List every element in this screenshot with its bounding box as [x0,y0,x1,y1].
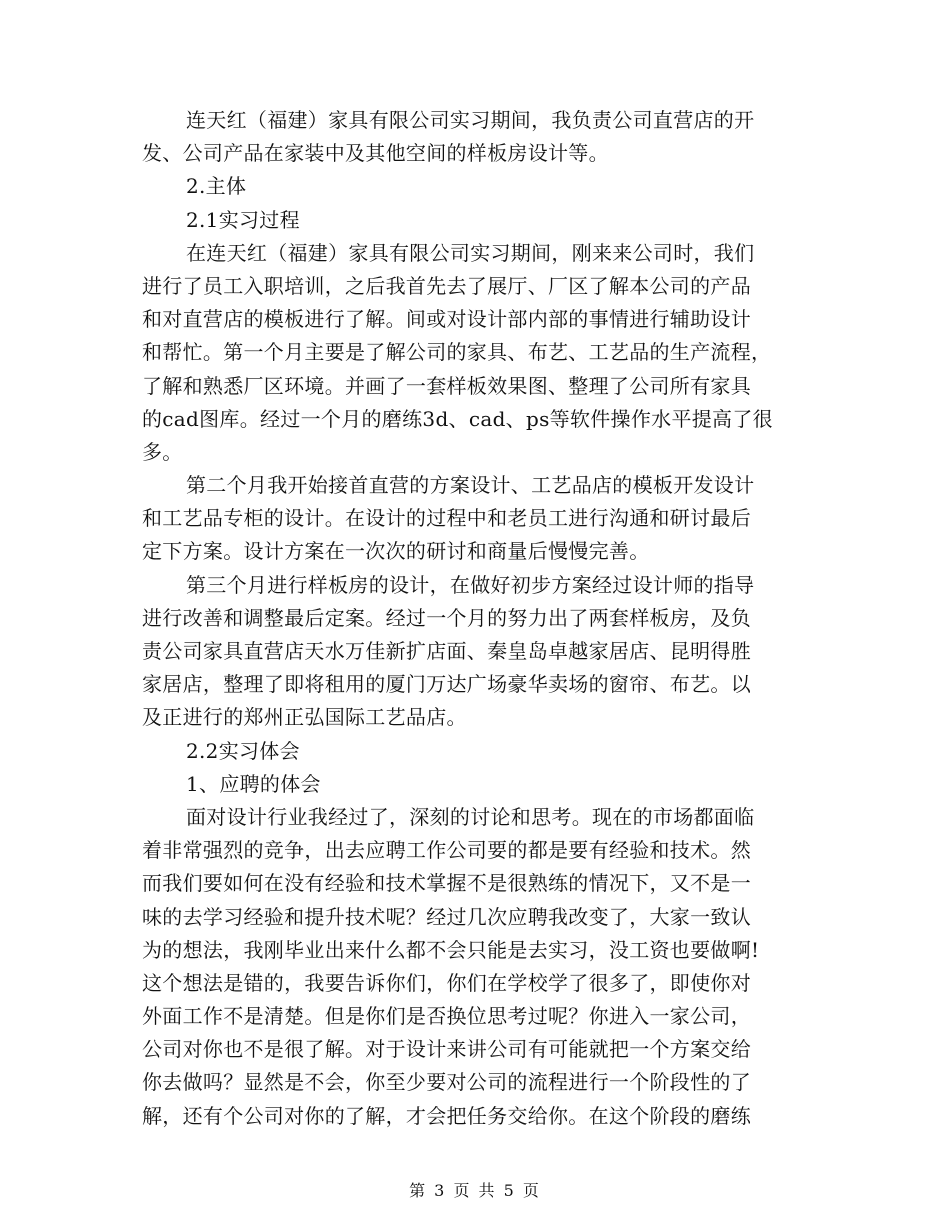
text-line: 而我们要如何在没有经验和技术掌握不是很熟练的情况下，又不是一 [142,871,751,896]
text-line: 和帮忙。第一个月主要是了解公司的家具、布艺、工艺品的生产流程， [142,340,772,365]
document-body [142,104,810,1133]
text-line: 的cad图库。经过一个月的磨练3d、cad、ps等软件操作水平提高了很 [142,406,773,431]
page-footer: 第 3 页 共 5 页 [409,1181,541,1200]
text-line: 着非常强烈的竞争，出去应聘工作公司要的都是要有经验和技术。然 [142,838,751,863]
text-line: 进行了员工入职培训，之后我首先去了展厅、厂区了解本公司的产品 [142,273,751,298]
text-line: 连天红（福建）家具有限公司实习期间，我负责公司直营店的开 [186,108,755,132]
text-line: 了解和熟悉厂区环境。并画了一套样板效果图、整理了公司所有家具 [142,373,751,398]
text-line: 2.2实习体会 [186,738,300,763]
text-line: 为的想法，我刚毕业出来什么都不会只能是去实习，没工资也要做啊! [142,937,760,962]
text-line: 及正进行的郑州正弘国际工艺品店。 [142,705,467,730]
text-line: 这个想法是错的，我要告诉你们，你们在学校学了很多了，即使你对 [142,970,751,995]
text-line: 2.1实习过程 [186,207,300,232]
text-line: 味的去学习经验和提升技术呢？经过几次应聘我改变了，大家一致认 [142,904,751,929]
text-line: 定下方案。设计方案在一次次的研讨和商量后慢慢完善。 [142,539,650,564]
text-line: 和对直营店的模板进行了解。间或对设计部内部的事情进行辅助设计 [142,307,751,332]
text-line: 1、应聘的体会 [186,771,321,796]
text-line: 责公司家具直营店天水万佳新扩店面、秦皇岛卓越家居店、昆明得胜 [142,639,751,663]
text-line: 发、公司产品在家装中及其他空间的样板房设计等。 [142,141,609,166]
text-line: 外面工作不是清楚。但是你们是否换位思考过呢？你进入一家公司， [142,1004,751,1029]
text-line: 你去做吗？显然是不会，你至少要对公司的流程进行一个阶段性的了 [142,1070,751,1095]
text-line: 和工艺品专柜的设计。在设计的过程中和老员工进行沟通和研讨最后 [142,506,751,531]
text-line: 在连天红（福建）家具有限公司实习期间，刚来来公司时，我们 [186,240,755,265]
text-line: 解，还有个公司对你的了解，才会把任务交给你。在这个阶段的磨练 [142,1103,751,1128]
text-line: 进行改善和调整最后定案。经过一个月的努力出了两套样板房，及负 [142,605,751,630]
text-line: 公司对你也不是很了解。对于设计来讲公司有可能就把一个方案交给 [142,1037,751,1062]
text-line: 家居店，整理了即将租用的厦门万达广场豪华卖场的窗帘、布艺。以 [142,672,751,697]
text-line: 第三个月进行样板房的设计，在做好初步方案经过设计师的指导 [186,572,755,597]
text-line: 面对设计行业我经过了，深刻的讨论和思考。现在的市场都面临 [186,804,755,829]
text-line: 多。 [142,439,183,464]
text-line: 2.主体 [186,174,247,199]
text-line: 第二个月我开始接首直营的方案设计、工艺品店的模板开发设计 [186,473,755,498]
